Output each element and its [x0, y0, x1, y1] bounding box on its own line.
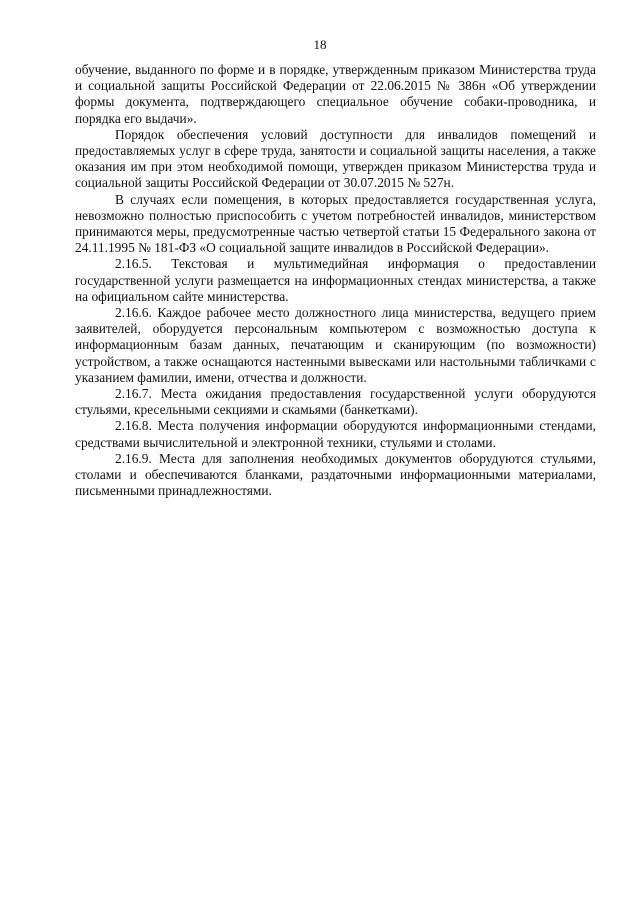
paragraph-2-16-5: 2.16.5. Текстовая и мультимедийная информация о предоставлении государственной услуги размещается на информационных стендах министерства, а также на официальном сайте министерства.	[75, 256, 596, 304]
paragraph-premises-adaptation: В случаях если помещения, в которых предоставляется государственная услуга, невозможно полностью приспособить с учетом потребностей инвалидов, министерством принимаются меры, предусмотренные частью четвертой статьи 15 Федерального закона от 24.11.1995 № 181-ФЗ «О социальной защите инвалидов в Российской Федерации».	[75, 191, 596, 256]
paragraph-2-16-7: 2.16.7. Места ожидания предоставления государственной услуги оборудуются стульями, кресельными секциями и скамьями (банкетками).	[75, 386, 596, 418]
document-body	[75, 62, 596, 499]
paragraph-accessibility-order: Порядок обеспечения условий доступности для инвалидов помещений и предоставляемых услуг в сфере труда, занятости и социальной защиты населения, а также оказания им при этом необходимой помощи, утвержден приказом Министерства труда и социальной защиты Российской Федерации от 30.07.2015 № 527н.	[75, 126, 596, 191]
paragraph-2-16-9: 2.16.9. Места для заполнения необходимых документов оборудуются стульями, столами и обеспечиваются бланками, раздаточными информационными материалами, письменными принадлежностями.	[75, 450, 596, 499]
page-number: 18	[313, 37, 327, 52]
paragraph-2-16-8: 2.16.8. Места получения информации оборудуются информационными стендами, средствами вычислительной и электронной техники, стульями и столами.	[75, 418, 596, 450]
paragraph-continuation: обучение, выданного по форме и в порядке, утвержденным приказом Министерства труда и социальной защиты Российской Федерации от 22.06.2015 № 386н «Об утверждении формы документа, подтверждающего специальное обучение собаки-проводника, и порядка его выдачи».	[75, 62, 596, 126]
paragraph-2-16-6: 2.16.6. Каждое рабочее место должностного лица министерства, ведущего прием заявителей, оборудуется персональным компьютером с возможностью доступа к информационным базам данных, печатающим и сканирующим (по возможности) устройством, а также оснащаются настенными вывесками или настольными табличками с указанием фамилии, имени, отчества и должности.	[75, 305, 596, 385]
